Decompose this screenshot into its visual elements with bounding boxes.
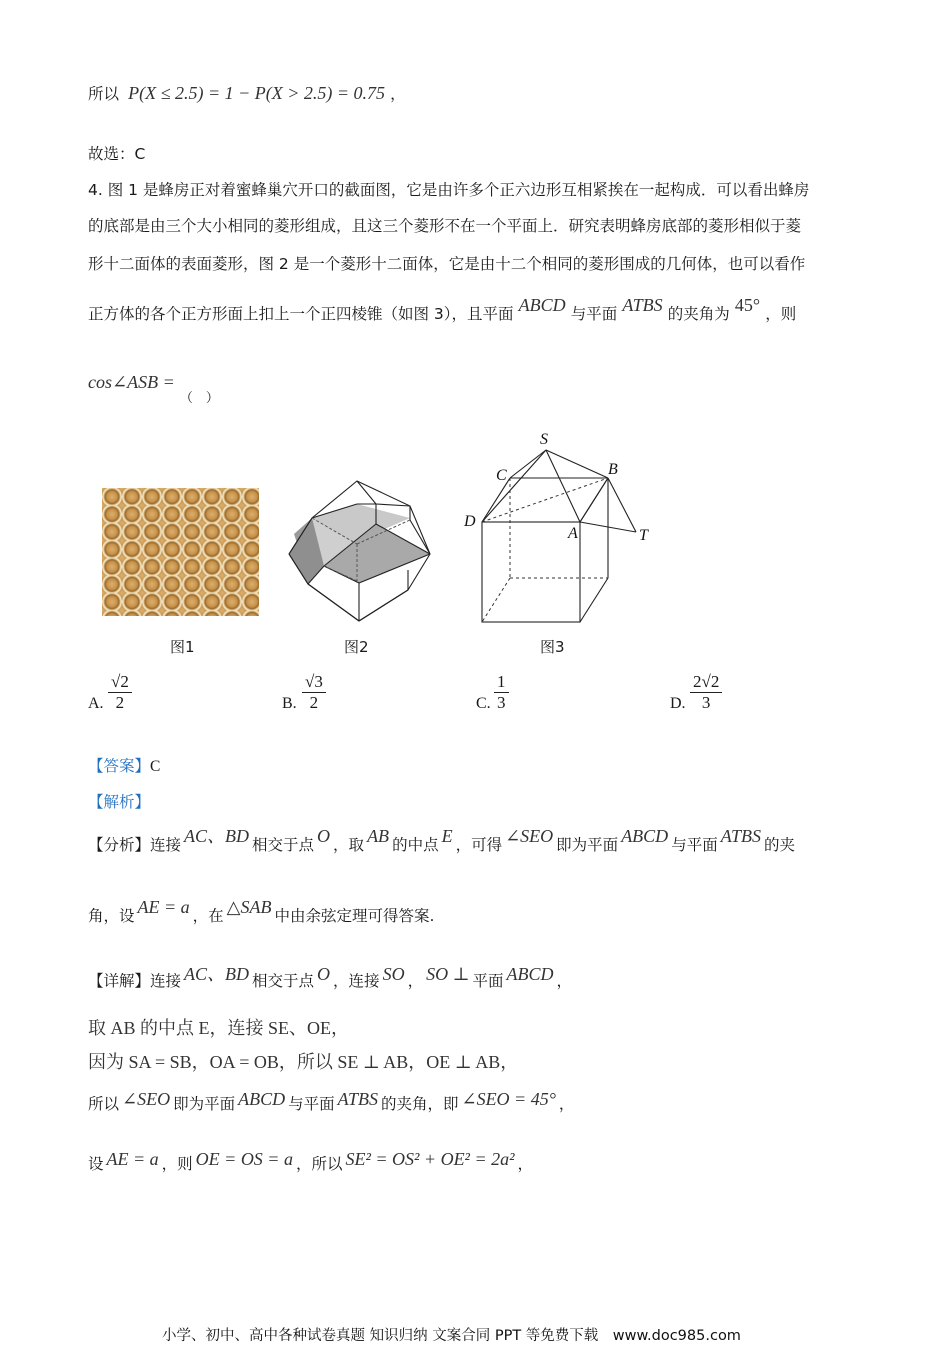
option-a-letter[interactable]: A. xyxy=(88,695,104,712)
math-expression: OE = OS = a xyxy=(195,1149,293,1169)
label-a: A xyxy=(568,525,578,542)
math-expression: ABCD xyxy=(621,826,669,846)
text-segment: 连接 xyxy=(150,836,182,854)
text-segment: 相交于点 xyxy=(252,972,315,990)
math-expression: AE = a xyxy=(137,897,190,917)
result-line xyxy=(88,82,406,104)
question-line-2: 的底部是由三个大小相同的菱形组成，且这三个菱形不在一个平面上．研究表明蜂房底部的菱形相似于菱 xyxy=(88,217,802,235)
question-text: 与平面 xyxy=(570,305,618,323)
math-expression: ABCD xyxy=(506,964,554,984)
text-segment: 的夹 xyxy=(764,836,796,854)
text-segment: 与平面 xyxy=(288,1095,335,1113)
result-formula: P(X ≤ 2.5) = 1 − P(X > 2.5) = 0.75 xyxy=(128,83,386,103)
text-segment: 即为平面 xyxy=(556,836,619,854)
option-b-num: √3 xyxy=(302,672,326,693)
math-expression: ABCD xyxy=(238,1089,286,1109)
option-a-den: 2 xyxy=(115,693,125,712)
detail-line-1 xyxy=(88,966,572,992)
text-segment: ， xyxy=(407,972,424,990)
fenxi-line-1 xyxy=(88,826,796,856)
text-segment: ，取 xyxy=(333,836,365,854)
math-expression: E xyxy=(441,826,453,846)
option-d-value[interactable] xyxy=(690,672,722,713)
math-expression: O xyxy=(317,826,331,846)
label-t: T xyxy=(639,527,648,544)
math-expression: ATBS xyxy=(337,1089,378,1109)
label-c: C xyxy=(496,467,507,484)
result-prefix: 所以 xyxy=(88,85,120,103)
option-b-value[interactable] xyxy=(302,672,326,713)
option-d-letter[interactable]: D. xyxy=(670,695,686,712)
detail-line-4 xyxy=(88,1089,575,1114)
text-segment: ，所以 xyxy=(295,1155,343,1173)
option-b-den: 2 xyxy=(309,693,319,712)
math-expression: AC、BD xyxy=(184,826,250,846)
text-segment: ， xyxy=(558,1095,575,1113)
text-segment: 平面 xyxy=(472,972,504,990)
plane-atbs: ATBS xyxy=(622,295,663,315)
text-segment: ， xyxy=(556,972,573,990)
text-segment: ，在 xyxy=(192,907,224,925)
analysis-tag: 【解析】 xyxy=(88,793,151,811)
math-expression: SO xyxy=(382,964,405,984)
cube-pyramid-figure xyxy=(460,428,660,650)
math-expression: ∠SEO xyxy=(122,1089,171,1109)
result-suffix: ， xyxy=(390,85,406,103)
math-expression: O xyxy=(317,964,331,984)
detail-line-5 xyxy=(88,1149,534,1174)
math-expression: AC、BD xyxy=(184,964,250,984)
option-d-num: 2√2 xyxy=(690,672,722,693)
plane-abcd: ABCD xyxy=(518,295,566,315)
text-segment: 与平面 xyxy=(671,836,718,854)
math-expression: ∠SEO = 45° xyxy=(461,1089,556,1109)
option-b-letter[interactable]: B. xyxy=(282,695,297,712)
answer-value: C xyxy=(150,758,161,775)
angle-45: 45° xyxy=(734,295,761,315)
fenxi-line-2 xyxy=(88,897,435,926)
honeycomb-image xyxy=(102,488,259,616)
text-segment: 角，设 xyxy=(88,907,135,925)
question-text: 正方体的各个正方形面上扣上一个正四棱锥（如图 3），且平面 xyxy=(88,305,514,323)
text-segment: ，则 xyxy=(161,1155,193,1173)
option-a-num: √2 xyxy=(108,672,132,693)
question-line-4 xyxy=(88,295,797,324)
figure-2-caption: 图2 xyxy=(344,638,369,656)
detail-tag: 【详解】 xyxy=(88,972,151,990)
option-d-den: 3 xyxy=(701,693,711,712)
option-a-value[interactable] xyxy=(108,672,132,713)
question-line-3: 形十二面体的表面菱形，图 2 是一个菱形十二面体，它是由十二个相同的菱形围成的几何体，也可以看作 xyxy=(88,255,806,273)
text-segment: 中由余弦定理可得答案. xyxy=(274,907,435,925)
math-expression: ATBS xyxy=(720,826,762,846)
text-segment: 所以 xyxy=(88,1095,120,1113)
math-expression: SE² = OS² + OE² = 2a² xyxy=(345,1149,515,1169)
previous-answer: 故选：C xyxy=(88,145,146,163)
math-expression: AE = a xyxy=(106,1149,159,1169)
option-c-value[interactable] xyxy=(494,672,509,713)
question-text: 的夹角为 xyxy=(667,305,730,323)
text-segment: 连接 xyxy=(150,972,182,990)
label-b: B xyxy=(608,461,618,478)
fenxi-tag: 【分析】 xyxy=(88,836,151,854)
text-segment: ， xyxy=(517,1155,534,1173)
answer-tag: 【答案】 xyxy=(88,757,151,775)
text-segment: 的中点 xyxy=(392,836,439,854)
text-segment: 的夹角，即 xyxy=(380,1095,459,1113)
text-segment: 即为平面 xyxy=(173,1095,236,1113)
text-segment: 设 xyxy=(88,1155,104,1173)
math-expression: SO ⊥ xyxy=(426,964,470,984)
label-s: S xyxy=(540,431,548,448)
label-d: D xyxy=(464,513,476,530)
text-segment: 相交于点 xyxy=(252,836,315,854)
cos-asb: cos∠ASB = xyxy=(88,372,175,392)
question-text: ，则 xyxy=(765,305,797,323)
option-c-num: 1 xyxy=(494,672,509,693)
answer-line xyxy=(88,754,160,776)
question-line-5 xyxy=(88,372,219,406)
figure-1-caption: 图1 xyxy=(170,638,195,656)
math-expression: ∠SEO xyxy=(505,826,554,846)
detail-line-3: 因为 SA = SB，OA = OB，所以 SE ⊥ AB，OE ⊥ AB， xyxy=(88,1052,519,1072)
figure-3-caption: 图3 xyxy=(540,638,565,656)
math-expression: AB xyxy=(367,826,390,846)
question-line-1: 4. 图 1 是蜂房正对着蜜蜂巢穴开口的截面图，它是由许多个正六边形互相紧挨在一起构成．可以看出蜂房 xyxy=(88,181,810,199)
text-segment: ，连接 xyxy=(333,972,380,990)
option-c-letter[interactable]: C. xyxy=(476,695,491,712)
page-footer: 小学、初中、高中各种试卷真题 知识归纳 文案合同 PPT 等免费下载 www.doc985.com xyxy=(162,1328,741,1344)
text-segment: ，可得 xyxy=(455,836,503,854)
answer-paren: （ ） xyxy=(179,391,219,406)
rhombic-dodecahedron-figure xyxy=(284,476,436,632)
detail-line-2: 取 AB 的中点 E，连接 SE、OE， xyxy=(88,1018,349,1038)
option-c-den: 3 xyxy=(497,693,506,712)
math-expression: △SAB xyxy=(226,897,272,917)
